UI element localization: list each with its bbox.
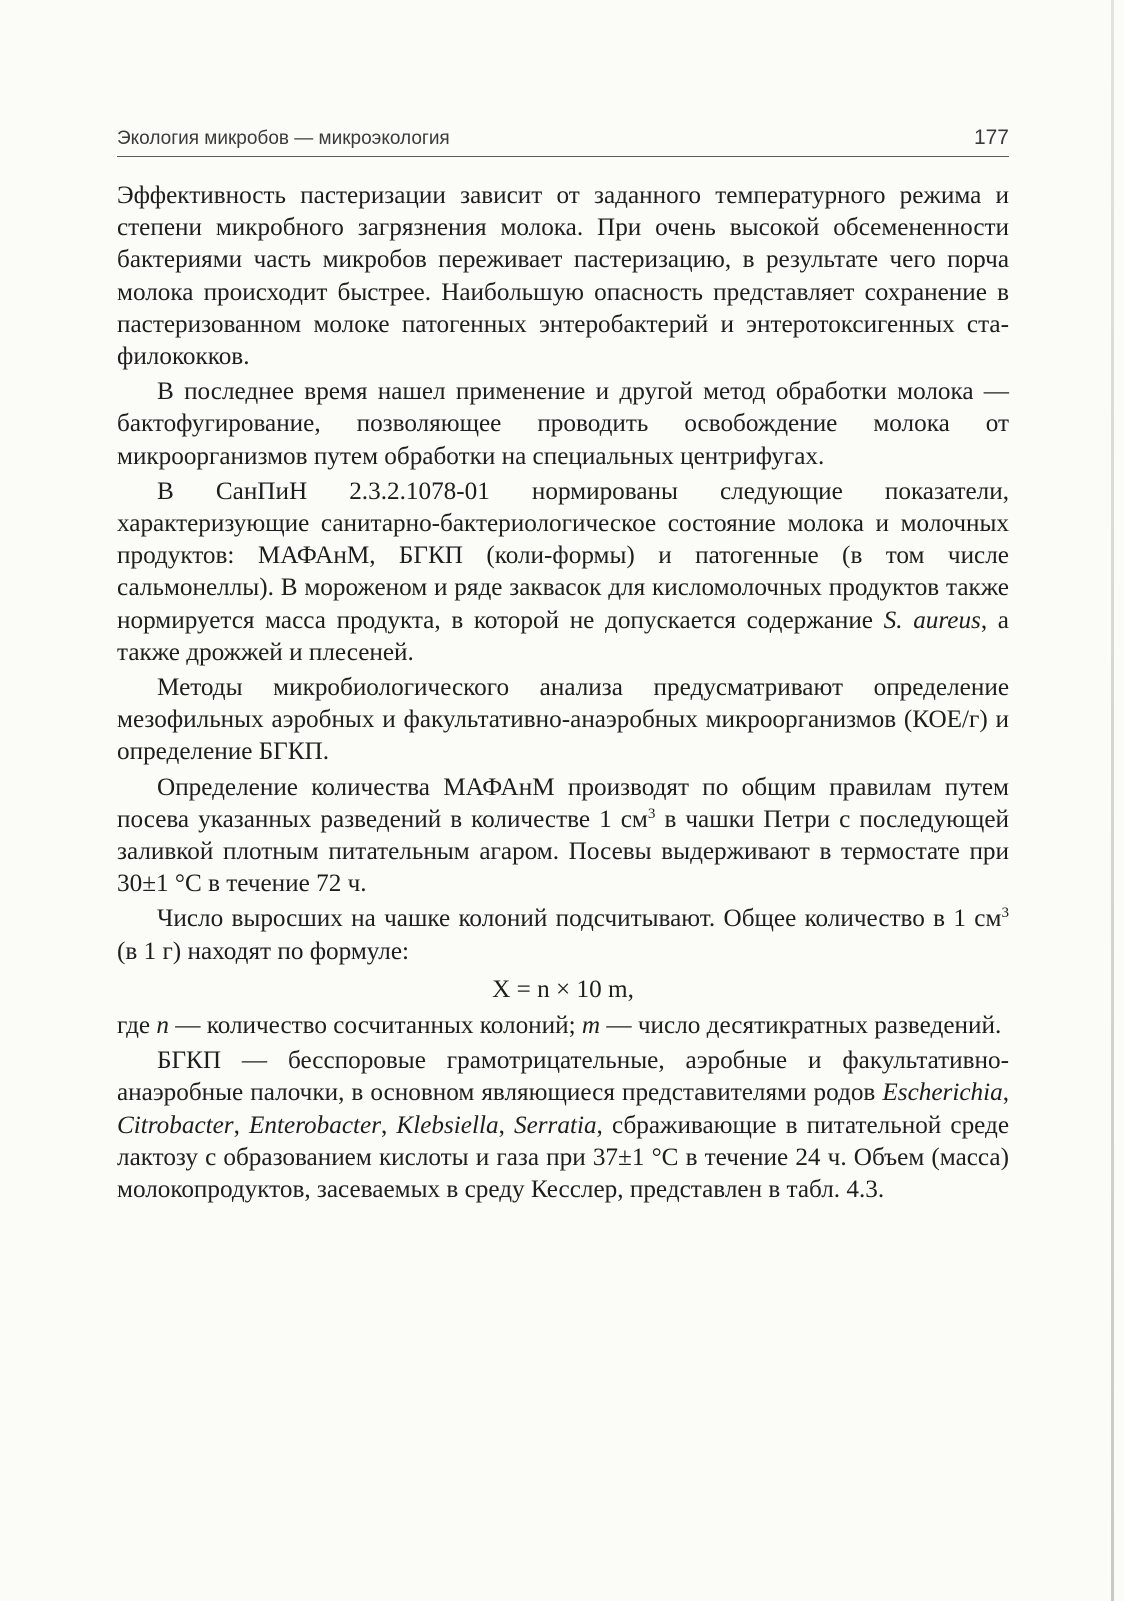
paragraph-sanpin: В СанПиН 2.3.2.1078-01 нормированы следующие показатели, характеризующие санитарно-бактериологическое состояние молока и молочных продуктов: МАФАнМ, БГКП (коли-формы) и патогенные (в том числе сальмонеллы). В мороженом и ряде заквасок для кисломолочных продуктов также нормируется масса продукта, в которой не допускается содержание S. aureus, а также дрожжей и плесеней. (117, 477, 1009, 666)
paragraph-methods: Методы микробиологического анализа предусматривают определение мезофильных аэробных и факультативно-анаэробных микроорганизмов (КОЕ/г) и определение БГКП. (117, 674, 1009, 766)
paragraph-count: Число выросших на чашке колоний подсчитывают. Общее количество в 1 $см^3$ (в 1 г) находят по формуле: (117, 905, 1009, 965)
paragraph-formula-legend: где n — количество сосчитанных колоний; m — число десятикратных разведений. (117, 1012, 1002, 1040)
page-edge (1111, 0, 1114, 1601)
formula: X = n × 10 m, (492, 975, 634, 1003)
running-title: Экология микробов — микроэкология (117, 128, 450, 149)
genus-name: Klebsiella (396, 1111, 499, 1139)
genus-name: Serratia (513, 1111, 597, 1139)
paragraph-pasteurization: Эффективность пастеризации зависит от заданного температурного режима и степени микробного загрязнения молока. При очень высокой обсемененности бактериями часть микробов переживает пастеризацию, в результате чего порча молока происходит быстрее. Наибольшую опасность представляет сохранение в пастеризованном молоке патогенных энтеробактерий и энтеротоксигенных стафилококков. (117, 182, 1009, 371)
running-header (117, 126, 1009, 157)
genus-name: Citrobacter (117, 1111, 234, 1139)
body-text (117, 180, 1009, 1209)
page-number: 177 (973, 126, 1009, 149)
paragraph-bactofugation: В последнее время нашел применение и другой метод обработки молока — бактофугирование, позволяющее проводить освобождение молока от микроорганизмов путем обработки на специальных центрифугах. (117, 378, 1009, 470)
organism-name: S. aureus (883, 606, 981, 634)
genus-name: Escherichia (882, 1079, 1003, 1107)
paragraph-bgkp: БГКП — бесспоровые грамотрицательные, аэробные и факультативно-анаэробные палочки, в основном являющиеся представителями родов Escherichia, Citrobacter, Enterobacter, Klebsiella, Serratia, сбраживающие в питательной среде лактозу с образованием кислоты и газа при 37±1 °С в течение 24 ч. Объем (масса) молокопродуктов, засеваемых в среду Кесслер, представлен в табл. 4.3. (117, 1047, 1010, 1204)
genus-name: Enterobacter (249, 1111, 381, 1139)
paragraph-mafanm: Определение количества МАФАнМ производят по общим правилам путем посева указанных разведений в количестве 1 $см^3$ в чашки Петри с последующей заливкой плотным питательным агаром. Посевы выдерживают в термостате при 30±1 °С в течение 72 ч. (117, 773, 1009, 898)
